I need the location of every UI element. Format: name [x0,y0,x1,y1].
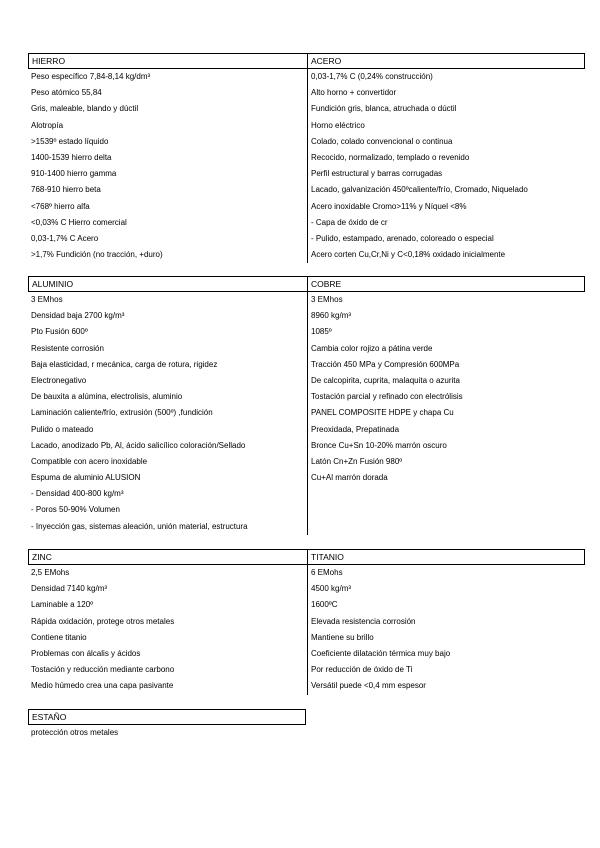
table-row [28,308,585,324]
left-cell: 3 EMhos [28,292,308,308]
table-row [28,341,585,357]
left-cell: Electronegativo [28,373,308,389]
left-cell: Gris, maleable, blando y dúctil [28,101,308,117]
section-body [28,565,585,695]
table-row [28,101,585,117]
table-row [28,166,585,182]
left-cell: Pto Fusión 600º [28,324,308,340]
table-row [28,630,585,646]
header-titanio: TITANIO [308,549,585,565]
right-cell: Preoxidada, Prepatinada [311,424,400,434]
table-row [28,69,585,85]
table-row [28,389,585,405]
table-row [28,134,585,150]
table-row [28,150,585,166]
left-cell: Pulido o mateado [28,422,308,438]
right-cell: Coeficiente dilatación térmica muy bajo [311,648,451,658]
right-cell [308,486,585,502]
left-cell: Peso específico 7,84-8,14 kg/dm³ [28,69,308,85]
section-body [28,725,585,741]
section-hierro-acero [28,53,585,263]
right-cell: Cambia color rojizo a pátina verde [311,343,433,353]
right-cell: 6 EMohs [311,568,343,577]
right-cell: 4500 kg/m³ [311,584,352,594]
header-cobre: COBRE [308,276,585,292]
right-cell: Alto horno + convertidor [311,88,397,98]
left-cell: 768-910 hierro beta [28,182,308,198]
table-row [28,646,585,662]
right-cell [308,502,585,518]
left-cell: - Poros 50-90% Volumen [28,502,308,518]
header-hierro: HIERRO [28,53,308,69]
left-cell: <0,03% C Hierro comercial [28,215,308,231]
header-estano: ESTAÑO [28,709,306,725]
section-body [28,292,585,535]
left-cell: >1,7% Fundición (no tracción, +duro) [28,247,308,263]
left-cell: Peso atómico 55,84 [28,85,308,101]
table-row [28,199,585,215]
table-row [28,438,585,454]
left-cell: 1400-1539 hierro delta [28,150,308,166]
table-row [28,215,585,231]
left-cell: 2,5 EMohs [28,565,308,581]
left-cell: De bauxita a alúmina, electrolisis, aluminio [28,389,308,405]
left-cell: Alotropía [28,118,308,134]
table-row [28,502,585,518]
left-cell: Lacado, anodizado Pb, Al, ácido salicílico coloración/Sellado [28,438,308,454]
section-zinc-titanio [28,549,585,695]
left-cell: Compatible con acero inoxidable [28,454,308,470]
table-row [28,470,585,486]
left-cell: Rápida oxidación, protege otros metales [28,614,308,630]
right-cell: - Capa de óxido de cr [311,217,388,227]
left-cell: Densidad baja 2700 kg/m³ [28,308,308,324]
right-cell: Fundición gris, blanca, atruchada o dúctil [311,104,457,114]
left-cell: Espuma de aluminio ALUSION [28,470,308,486]
table-row [28,454,585,470]
right-cell: Recocido, normalizado, templado o revenido [311,152,470,162]
table-row [28,357,585,373]
table-row [28,486,585,502]
table-row [28,247,585,263]
left-cell: Laminable a 120º [28,597,308,613]
right-cell: Perfil estructural y barras corrugadas [311,169,443,179]
table-row [28,422,585,438]
table-row [28,565,585,581]
right-cell [308,519,585,535]
table-row [28,292,585,308]
table-row [28,182,585,198]
table-row [28,231,585,247]
table-row [28,373,585,389]
right-cell: Acero corten Cu,Cr,Ni y C<0,18% oxidado inicialmente [311,250,506,260]
left-cell: Resistente corrosión [28,341,308,357]
left-cell: Laminación caliente/frío, extrusión (500º) ,fundición [28,405,308,421]
left-cell: 0,03-1,7% C Acero [28,231,308,247]
section-header [28,53,585,69]
table-row [28,581,585,597]
right-cell: Por reducción de óxido de Ti [311,665,413,675]
table-row [28,118,585,134]
left-cell: - Inyección gas, sistemas aleación, unión material, estructura [28,519,308,535]
right-cell: De calcopirita, cuprita, malaquita o azurita [311,375,460,385]
table-row [28,324,585,340]
section-aluminio-cobre [28,276,585,535]
table-row [28,678,585,694]
table-row [28,85,585,101]
table-row [28,405,585,421]
right-cell: 1085º [311,327,332,337]
right-cell: Tostación parcial y refinado con electrólisis [311,392,463,402]
right-cell: Elevada resistencia corrosión [311,616,416,626]
right-cell: Horno eléctrico [311,120,365,130]
left-cell: Baja elasticidad, r mecánica, carga de rotura, rigidez [28,357,308,373]
right-cell: Lacado, galvanización 450ºcaliente/frío, Cromado, Niquelado [311,185,528,195]
right-cell: Tracción 450 MPa y Compresión 600MPa [311,359,460,369]
left-cell: 910-1400 hierro gamma [28,166,308,182]
right-cell: - Pulido, estampado, arenado, coloreado o especial [311,233,494,243]
right-cell: Acero inoxidable Cromo>11% y Níquel <8% [311,201,467,211]
left-cell: <768º hierro alfa [28,199,308,215]
right-cell: Cu+Al marrón dorada [311,473,388,483]
right-cell: 0,03-1,7% C (0,24% construcción) [311,72,433,81]
left-cell: Problemas con álcalis y ácidos [28,646,308,662]
header-acero: ACERO [308,53,585,69]
left-cell: Medio húmedo crea una capa pasivante [28,678,308,694]
section-body [28,69,585,263]
table-row [28,725,585,741]
right-cell: Colado, colado convencional o continua [311,136,453,146]
left-cell: Contiene titanio [28,630,308,646]
right-cell: Latón Cn+Zn Fusión 980º [311,456,403,466]
table-row [28,614,585,630]
table-row [28,519,585,535]
header-zinc: ZINC [28,549,308,565]
header-aluminio: ALUMINIO [28,276,308,292]
table-row [28,597,585,613]
right-cell: Mantiene su brillo [311,632,374,642]
right-cell: 3 EMhos [311,295,343,304]
section-header [28,709,585,725]
left-cell: Densidad 7140 kg/m³ [28,581,308,597]
section-header [28,549,585,565]
right-cell: PANEL COMPOSITE HDPE y chapa Cu [311,408,454,418]
section-estano [28,709,585,741]
right-cell: Versátil puede <0,4 mm espesor [311,681,426,691]
left-cell: >1539º estado líquido [28,134,308,150]
right-cell: 8960 kg/m³ [311,311,352,321]
left-cell: Tostación y reducción mediante carbono [28,662,308,678]
table-row [28,662,585,678]
right-cell: 1600ºC [311,600,338,610]
left-cell: protección otros metales [31,728,119,737]
section-header [28,276,585,292]
left-cell: - Densidad 400-800 kg/m³ [28,486,308,502]
right-cell: Bronce Cu+Sn 10-20% marrón oscuro [311,440,447,450]
